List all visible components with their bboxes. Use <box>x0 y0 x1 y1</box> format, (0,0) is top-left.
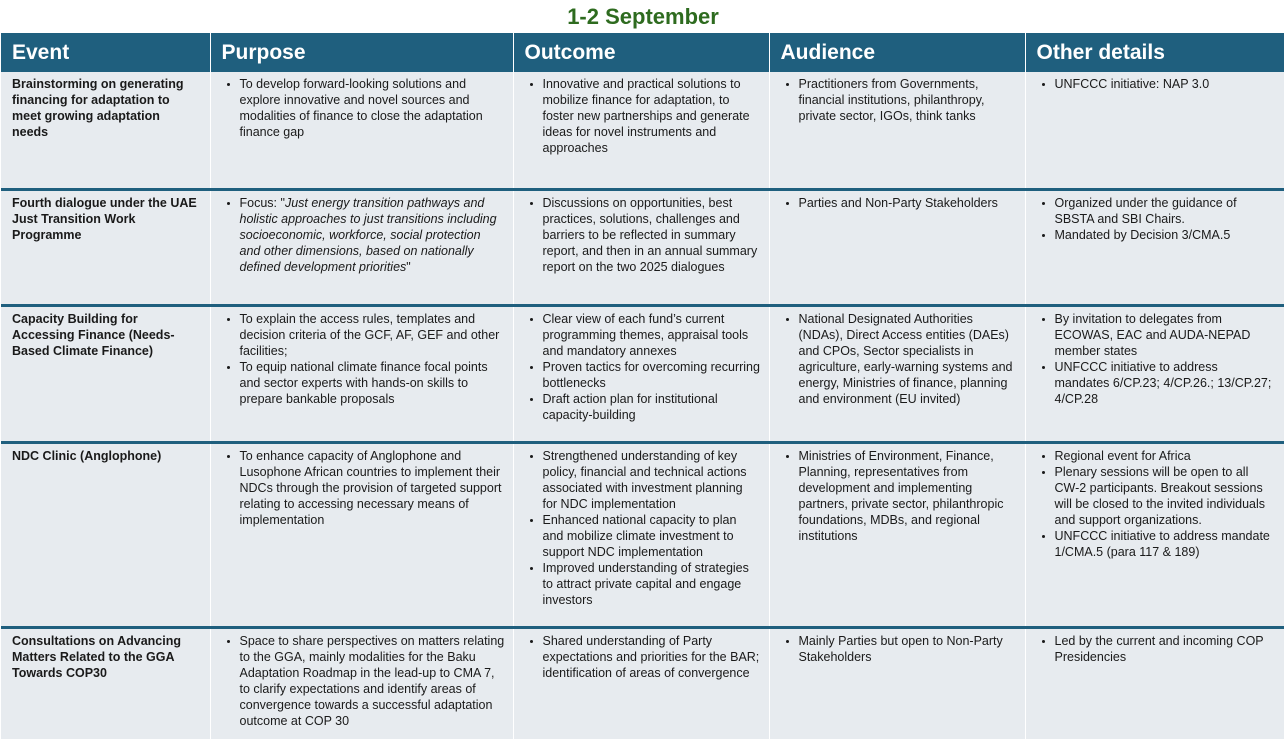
list-item: • Plenary sessions will be open to all CW-2 participants. Breakout sessions will be closed to the invited individuals and support organizations. <box>1055 464 1277 528</box>
audience-cell <box>769 442 1025 627</box>
outcome-cell <box>513 305 769 442</box>
list-item: • UNFCCC initiative to address mandates 6/CP.23; 4/CP.26.; 13/CP.27; 4/CP.28 <box>1055 359 1277 407</box>
audience-cell <box>769 72 1025 189</box>
list-item: • Space to share perspectives on matters relating to the GGA, mainly modalities for the Baku Adaptation Roadmap in the lead-up to CMA 7, to clarify expectations and identify areas of convergence towards a successful adaptation outcome at COP 30 <box>240 633 505 729</box>
outcome-cell <box>513 72 769 189</box>
other-details-cell <box>1025 627 1284 739</box>
other-details-cell <box>1025 442 1284 627</box>
other-details-cell <box>1025 305 1284 442</box>
list-item: • Discussions on opportunities, best practices, solutions, challenges and barriers to be reflected in summary report, and then in an annual summary report on the two 2025 dialogues <box>543 195 761 275</box>
header-row <box>1 33 1284 72</box>
event-cell: Brainstorming on generating financing for adaptation to meet growing adaptation needs <box>1 72 210 189</box>
purpose-cell <box>210 442 513 627</box>
list-item: • Enhanced national capacity to plan and mobilize climate investment to support NDC implementation <box>543 512 761 560</box>
table-row <box>1 189 1284 305</box>
events-table <box>1 33 1284 739</box>
focus-prefix: Focus: " <box>239 195 285 210</box>
list-item: • Improved understanding of strategies to attract private capital and engage investors <box>543 560 761 608</box>
page-title: 1-2 September <box>567 4 719 29</box>
list-item: • To equip national climate finance focal points and sector experts with hands-on skills to prepare bankable proposals <box>240 359 505 407</box>
list-item: • Parties and Non-Party Stakeholders <box>799 195 1017 211</box>
list-item: • Organized under the guidance of SBSTA and SBI Chairs. <box>1055 195 1277 227</box>
header-outcome: Outcome <box>513 33 769 72</box>
list-item: • Strengthened understanding of key policy, financial and technical actions associated with investment planning for NDC implementation <box>543 448 761 512</box>
list-item: • UNFCCC initiative: NAP 3.0 <box>1055 76 1277 92</box>
audience-cell <box>769 627 1025 739</box>
table-row <box>1 442 1284 627</box>
list-item: • Mainly Parties but open to Non-Party Stakeholders <box>799 633 1017 665</box>
purpose-cell <box>210 189 513 305</box>
list-item: • UNFCCC initiative to address mandate 1/CMA.5 (para 117 & 189) <box>1055 528 1277 560</box>
table-row <box>1 72 1284 189</box>
event-cell: NDC Clinic (Anglophone) <box>1 442 210 627</box>
purpose-cell <box>210 72 513 189</box>
purpose-cell <box>210 627 513 739</box>
list-item <box>240 195 505 275</box>
list-item: • To explain the access rules, templates and decision criteria of the GCF, AF, GEF and other facilities; <box>240 311 505 359</box>
purpose-cell <box>210 305 513 442</box>
table-row <box>1 305 1284 442</box>
focus-text: Just energy transition pathways and holistic approaches to just transitions including socioeconomic, workforce, social protection and other dimensions, based on nationally defined development priorities <box>239 195 497 274</box>
event-cell: Fourth dialogue under the UAE Just Transition Work Programme <box>1 189 210 305</box>
audience-cell <box>769 189 1025 305</box>
list-item: • Ministries of Environment, Finance, Planning, representatives from development and implementing partners, private sector, philanthropic foundations, MDBs, and regional institutions <box>799 448 1017 544</box>
list-item: • To develop forward-looking solutions and explore innovative and novel sources and modalities of finance to close the adaptation finance gap <box>240 76 505 140</box>
list-item: • Regional event for Africa <box>1055 448 1277 464</box>
event-cell: Capacity Building for Accessing Finance (Needs-Based Climate Finance) <box>1 305 210 442</box>
list-item: • Shared understanding of Party expectations and priorities for the BAR; identification of areas of convergence <box>543 633 761 681</box>
list-item: • To enhance capacity of Anglophone and Lusophone African countries to implement their NDCs through the provision of targeted support relating to accessing necessary means of implementation <box>240 448 505 528</box>
table-row <box>1 627 1284 739</box>
list-item: • By invitation to delegates from ECOWAS, EAC and AUDA-NEPAD member states <box>1055 311 1277 359</box>
outcome-cell <box>513 189 769 305</box>
audience-cell <box>769 305 1025 442</box>
header-purpose: Purpose <box>210 33 513 72</box>
list-item: • Innovative and practical solutions to mobilize finance for adaptation, to foster new partnerships and generate ideas for novel instruments and approaches <box>543 76 761 156</box>
header-event: Event <box>1 33 210 72</box>
list-item: • Mandated by Decision 3/CMA.5 <box>1055 227 1277 243</box>
list-item: • Proven tactics for overcoming recurring bottlenecks <box>543 359 761 391</box>
list-item: • Practitioners from Governments, financial institutions, philanthropy, private sector, IGOs, think tanks <box>799 76 1017 124</box>
other-details-cell <box>1025 189 1284 305</box>
list-item: • Led by the current and incoming COP Presidencies <box>1055 633 1277 665</box>
list-item: • Clear view of each fund’s current programming themes, appraisal tools and mandatory annexes <box>543 311 761 359</box>
list-item: • Draft action plan for institutional capacity-building <box>543 391 761 423</box>
header-audience: Audience <box>769 33 1025 72</box>
event-cell: Consultations on Advancing Matters Related to the GGA Towards COP30 <box>1 627 210 739</box>
list-item: • National Designated Authorities (NDAs), Direct Access entities (DAEs) and CPOs, Sector specialists in agriculture, early-warning systems and energy, Ministries of finance, planning and environment (EU invited) <box>799 311 1017 407</box>
outcome-cell <box>513 627 769 739</box>
other-details-cell <box>1025 72 1284 189</box>
focus-suffix: " <box>406 259 411 274</box>
header-other-details: Other details <box>1025 33 1284 72</box>
outcome-cell <box>513 442 769 627</box>
